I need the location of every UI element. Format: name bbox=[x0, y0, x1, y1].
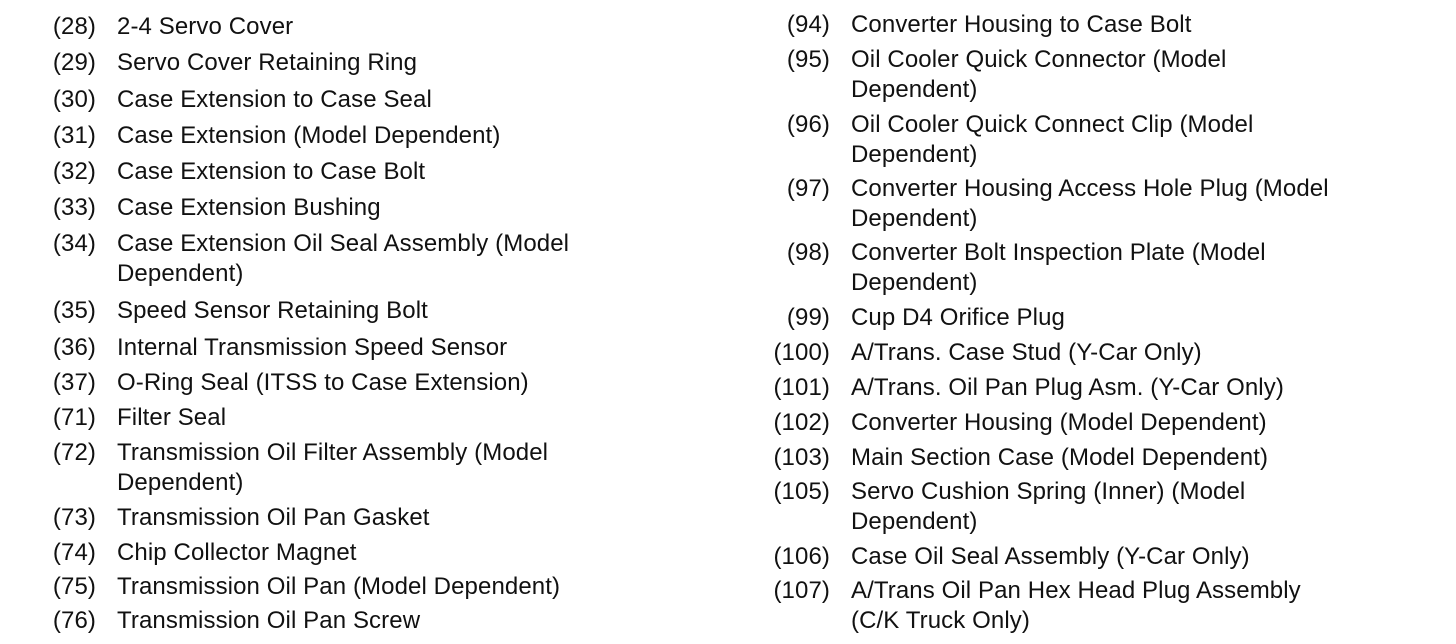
item-description bbox=[851, 477, 1245, 537]
item-description-line: Cup D4 Orifice Plug bbox=[851, 304, 1065, 331]
item-description-line: Speed Sensor Retaining Bolt bbox=[117, 297, 428, 324]
item-description-line: Case Extension Bushing bbox=[117, 194, 381, 221]
item-description bbox=[117, 368, 529, 398]
item-number: (100) bbox=[773, 339, 830, 366]
item-description-line: (C/K Truck Only) bbox=[851, 607, 1030, 634]
item-number: (96) bbox=[786, 111, 830, 138]
item-description bbox=[117, 85, 432, 115]
item-description-line: Case Extension to Case Seal bbox=[117, 86, 432, 113]
item-description-line: Dependent) bbox=[117, 260, 244, 287]
item-description-line: Case Extension Oil Seal Assembly (Model bbox=[117, 230, 570, 257]
item-number: (72) bbox=[52, 439, 96, 466]
item-number: (73) bbox=[52, 504, 96, 531]
item-number: (107) bbox=[773, 577, 830, 604]
item-description bbox=[117, 12, 293, 42]
item-description-line: Dependent) bbox=[851, 205, 978, 232]
item-description bbox=[851, 238, 1266, 298]
item-description-line: Main Section Case (Model Dependent) bbox=[851, 444, 1269, 471]
item-description-line: A/Trans. Case Stud (Y-Car Only) bbox=[851, 339, 1202, 366]
item-description-line: Dependent) bbox=[851, 508, 978, 535]
item-description bbox=[117, 157, 425, 187]
item-description-line: Oil Cooler Quick Connect Clip (Model bbox=[851, 111, 1254, 138]
item-description-line: Converter Housing to Case Bolt bbox=[851, 11, 1192, 38]
item-description bbox=[851, 303, 1065, 333]
item-number: (36) bbox=[52, 334, 96, 361]
item-number: (30) bbox=[52, 86, 96, 113]
item-description-line: A/Trans Oil Pan Hex Head Plug Assembly bbox=[851, 577, 1301, 604]
item-description bbox=[117, 503, 430, 533]
item-description bbox=[117, 333, 507, 363]
item-number: (33) bbox=[52, 194, 96, 221]
item-description-line: A/Trans. Oil Pan Plug Asm. (Y-Car Only) bbox=[851, 374, 1284, 401]
item-description-line: Filter Seal bbox=[117, 404, 227, 431]
item-description-line: Oil Cooler Quick Connector (Model bbox=[851, 46, 1227, 73]
item-description-line: Case Oil Seal Assembly (Y-Car Only) bbox=[851, 543, 1250, 570]
item-number: (71) bbox=[52, 404, 96, 431]
item-description-line: Internal Transmission Speed Sensor bbox=[117, 334, 508, 361]
item-description bbox=[117, 572, 560, 602]
item-number: (95) bbox=[786, 46, 830, 73]
item-number: (98) bbox=[786, 239, 830, 266]
item-description-line: Chip Collector Magnet bbox=[117, 539, 357, 566]
item-number: (105) bbox=[773, 478, 830, 505]
item-description bbox=[851, 10, 1192, 40]
item-description-line: Transmission Oil Pan Screw bbox=[117, 607, 421, 634]
item-description bbox=[117, 296, 428, 326]
item-description bbox=[117, 403, 226, 433]
item-description-line: Case Extension (Model Dependent) bbox=[117, 122, 501, 149]
item-description bbox=[851, 110, 1253, 170]
item-number: (99) bbox=[786, 304, 830, 331]
item-description-line: Dependent) bbox=[117, 469, 244, 496]
item-description bbox=[117, 193, 381, 223]
item-description bbox=[851, 576, 1301, 636]
item-description bbox=[851, 45, 1226, 105]
item-description bbox=[851, 373, 1284, 403]
item-number: (75) bbox=[52, 573, 96, 600]
item-description bbox=[117, 606, 420, 636]
item-description bbox=[117, 121, 500, 151]
item-description bbox=[117, 48, 417, 78]
item-description-line: Servo Cover Retaining Ring bbox=[117, 49, 418, 76]
item-description-line: Converter Housing (Model Dependent) bbox=[851, 409, 1267, 436]
item-description-line: Transmission Oil Pan Gasket bbox=[117, 504, 430, 531]
item-number: (74) bbox=[52, 539, 96, 566]
item-number: (28) bbox=[52, 13, 96, 40]
item-number: (76) bbox=[52, 607, 96, 634]
item-number: (106) bbox=[773, 543, 830, 570]
item-description bbox=[851, 174, 1329, 234]
item-description bbox=[851, 338, 1202, 368]
item-description bbox=[851, 408, 1267, 438]
item-number: (29) bbox=[52, 49, 96, 76]
item-number: (34) bbox=[52, 230, 96, 257]
item-description-line: Servo Cushion Spring (Inner) (Model bbox=[851, 478, 1246, 505]
item-description bbox=[851, 542, 1250, 572]
item-description bbox=[117, 229, 569, 289]
item-description-line: O-Ring Seal (ITSS to Case Extension) bbox=[117, 369, 529, 396]
item-description-line: Case Extension to Case Bolt bbox=[117, 158, 426, 185]
item-description-line: Transmission Oil Filter Assembly (Model bbox=[117, 439, 549, 466]
item-description-line: Transmission Oil Pan (Model Dependent) bbox=[117, 573, 561, 600]
item-number: (97) bbox=[786, 175, 830, 202]
item-number: (94) bbox=[786, 11, 830, 38]
item-description bbox=[851, 443, 1268, 473]
item-description-line: Dependent) bbox=[851, 76, 978, 103]
item-number: (37) bbox=[52, 369, 96, 396]
item-description-line: 2-4 Servo Cover bbox=[117, 13, 294, 40]
item-description bbox=[117, 538, 357, 568]
item-number: (102) bbox=[773, 409, 830, 436]
item-number: (32) bbox=[52, 158, 96, 185]
item-description-line: Dependent) bbox=[851, 269, 978, 296]
item-description-line: Dependent) bbox=[851, 141, 978, 168]
item-number: (31) bbox=[52, 122, 96, 149]
item-number: (35) bbox=[52, 297, 96, 324]
item-number: (101) bbox=[773, 374, 830, 401]
item-number: (103) bbox=[773, 444, 830, 471]
item-description-line: Converter Housing Access Hole Plug (Model bbox=[851, 175, 1329, 202]
item-description bbox=[117, 438, 548, 498]
item-description-line: Converter Bolt Inspection Plate (Model bbox=[851, 239, 1266, 266]
